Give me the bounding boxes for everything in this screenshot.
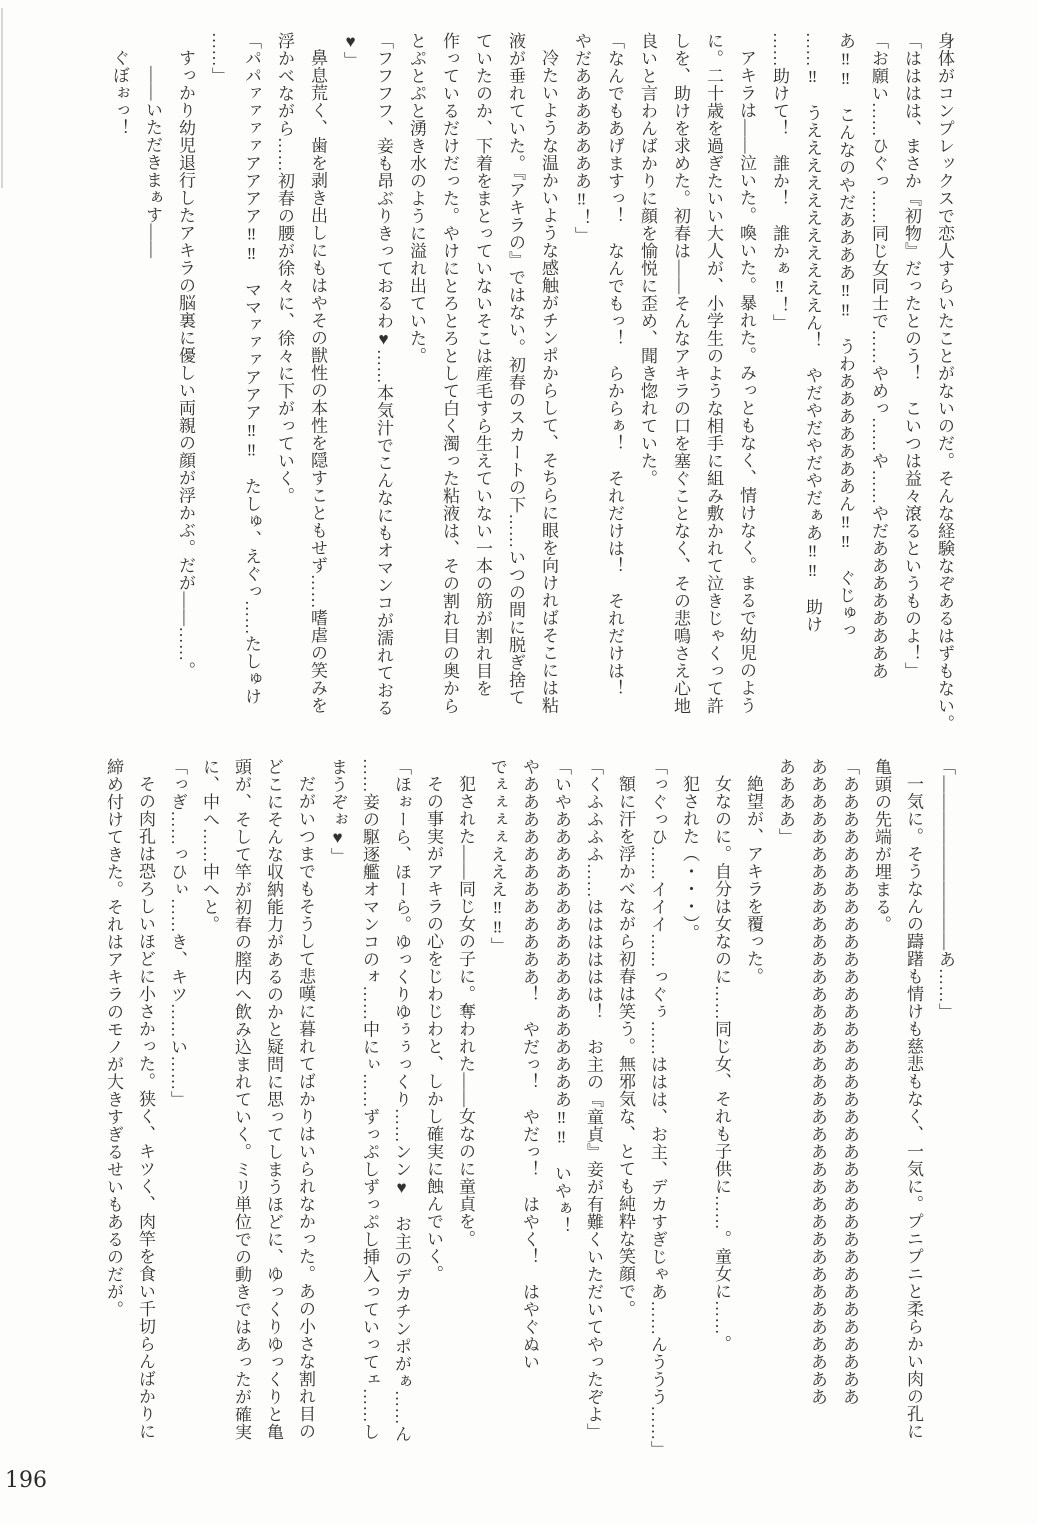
text-column: 頭が、そして竿が初春の膣内へ飲み込まれていく。ミリ単位での動きではあったが確実: [232, 758, 251, 1441]
text-column: 「なんでもあげますっ！ なんでもっ！ らからぁ！ それだけは！ それだけは！: [605, 32, 624, 697]
text-column: 浮かべながら……初春の腰が徐々に、徐々に下がっていく。: [275, 32, 294, 505]
text-column: 犯された――同じ女の子に。奪われた――女なのに童貞を。: [456, 775, 475, 1248]
text-column: 「――――――――――あ……」: [936, 758, 955, 1021]
text-column: あ‼‼ こんなのやだああああ‼‼ うわあああああああん‼‼ ぐじゅっ: [836, 32, 855, 639]
text-column: ああああ」: [776, 758, 795, 846]
text-column: どこにそんな収納能力があるのかと疑問に思ってしまうほどに、ゆっくりゆっくりと亀: [264, 758, 283, 1441]
text-column: ……‼ うえええええええええええん！ やだやだやだやだぁあ‼‼ 助け: [803, 32, 822, 633]
text-column: だがいつまでもそうして悲嘆に暮れてばかりはいられなかった。あの小さな割れ目の: [296, 775, 315, 1440]
text-column: 犯された（・・・）。: [680, 775, 699, 942]
text-column: 「っぐっひ……イイイ……っぐぅ……ははは、お主、デカすぎじゃあ……んううう……」: [648, 758, 667, 1458]
text-column: 女なのに。自分は女なのに……同じ女、それも子供に……。童女に……。: [712, 775, 731, 1353]
text-column: でぇぇぇぇえええ‼‼」: [488, 758, 507, 955]
text-column: まうぞぉ♥」: [328, 758, 347, 865]
text-column: ♥」: [341, 32, 360, 69]
text-column: 「フフフフ、妾も昂ぶりきっておるわ♥……本気汁でこんなにもオマンコが濡れておる: [374, 32, 393, 717]
text-column: 「パパァァァァアアアア‼‼ ママァァァアアア‼‼ たしゅ、えぐっ……たしゅけ: [242, 32, 261, 705]
text-column: 「はははは、まさか『初物』だったとのう！ こいつは益々滾るというものよ！」: [902, 32, 921, 680]
text-column: 絶望が、アキラを覆った。: [744, 775, 763, 985]
text-column: に。二十歳を過ぎたいい大人が、小学生のような相手に組み敷かれて泣きじゃくって許: [704, 32, 723, 715]
text-column: ぐぼぉっ！: [110, 49, 129, 137]
text-column: ――いただきまぁす――: [143, 66, 162, 259]
text-column: 「っぎ……っひぃ……き、キツ……い……」: [168, 758, 187, 1108]
text-column: 液が垂れていた。『アキラの』ではない。初春のスカートの下……いつの間に脱ぎ捨て: [506, 32, 525, 706]
text-column: ……助けて！ 誰か！ 誰かぁ‼！」: [770, 32, 789, 332]
text-column: しを、助けを求めた。初春は――そんなアキラの口を塞ぐことなく、その悲鳴さえ心地: [671, 32, 690, 715]
text-column: その肉孔は恐ろしいほどに小さかった。狭く、キツく、肉竿を食い千切らんばかりに: [136, 775, 155, 1440]
text-column: アキラは――泣いた。喚いた。暴れた。みっともなく、情けなく。まるで幼児のよう: [737, 49, 756, 714]
text-column: やだあああああああ‼！」: [572, 32, 591, 244]
text-column: ていたのか、下着をまとっていないそこは産毛すら生えていない一本の筋が割れ目を: [473, 32, 492, 697]
page-number: 196: [5, 1468, 47, 1493]
text-column: ……」: [209, 32, 228, 85]
text-column: 作っているだけだった。やけにとろとろとして白く濁った粘液は、その割れ目の奥から: [440, 32, 459, 715]
text-column: その事実がアキラの心をじわじわと、しかし確実に蝕んでいく。: [424, 775, 443, 1283]
text-column: 「ほぉーら、ほーら。ゆっくりゆぅぅっくり……ンン♥ お主のデカチンポがぁ……ん: [392, 758, 411, 1443]
text-column: 良いと言わんばかりに顔を愉悦に歪め、聞き惚れていた。: [638, 32, 657, 487]
text-column: あああああああああああああああああああああああああああああああああああああ: [808, 758, 827, 1406]
text-column: 額に汗を浮かべながら初春は笑う。無邪気な、とても純粋な笑顔で。: [616, 775, 635, 1318]
text-column: 亀頭の先端が埋まる。: [872, 758, 891, 933]
text-block-lower: [97, 758, 961, 1494]
text-column: 一気に。そうなんの躊躇も情けも慈悲もなく、一気に。プニプニと柔らかい肉の孔に: [904, 775, 923, 1440]
text-column: 鼻息荒く、歯を剥き出しにもはやその獣性の本性を隠すこともせず……嗜虐の笑みを: [308, 49, 327, 714]
text-column: すっかり幼児退行したアキラの脳裏に優しい両親の顔が浮かぶ。だが――……。: [176, 49, 195, 679]
scan-artifact-line: [1, 8, 3, 188]
text-column: 「いやあああああああああああああああああ‼‼ いやぁ！: [552, 758, 571, 1235]
text-column: に、中へ……中へと。: [200, 758, 219, 933]
text-column: 身体がコンプレックスで恋人すらいたことがないのだ。そんな経験なぞあるはずもない。: [935, 32, 954, 732]
text-column: 冷たいような温かいような感触がチンポからして、そちらに眼を向ければそこには粘: [539, 49, 558, 714]
text-column: 「お願い……ひぐっ……同じ女同士で……やめっ……や……やだああああああああ: [869, 32, 888, 680]
text-column: 締め付けてきた。それはアキラのモノが大きすぎるせいもあるのだが。: [104, 758, 123, 1318]
text-column: とぷとぷと湧き水のように溢れ出ていた。: [407, 32, 426, 365]
text-column: ……妾の駆逐艦オマンコのォ……中にぃ……ずっぷしずっぷし挿入っていってェ……し: [360, 758, 379, 1441]
text-column: 「ああああああああああああああああああああああああああああああああああああ: [840, 758, 859, 1406]
text-column: 「くふふふふ……はははははは！ お主の『童貞』妾が有難くいただいてやったぞよ」: [584, 758, 603, 1441]
text-block-upper: [103, 32, 961, 750]
text-column: やああああああああああああ！ やだっ！ やだっ！ はやく！ はやぐぬい: [520, 758, 539, 1371]
